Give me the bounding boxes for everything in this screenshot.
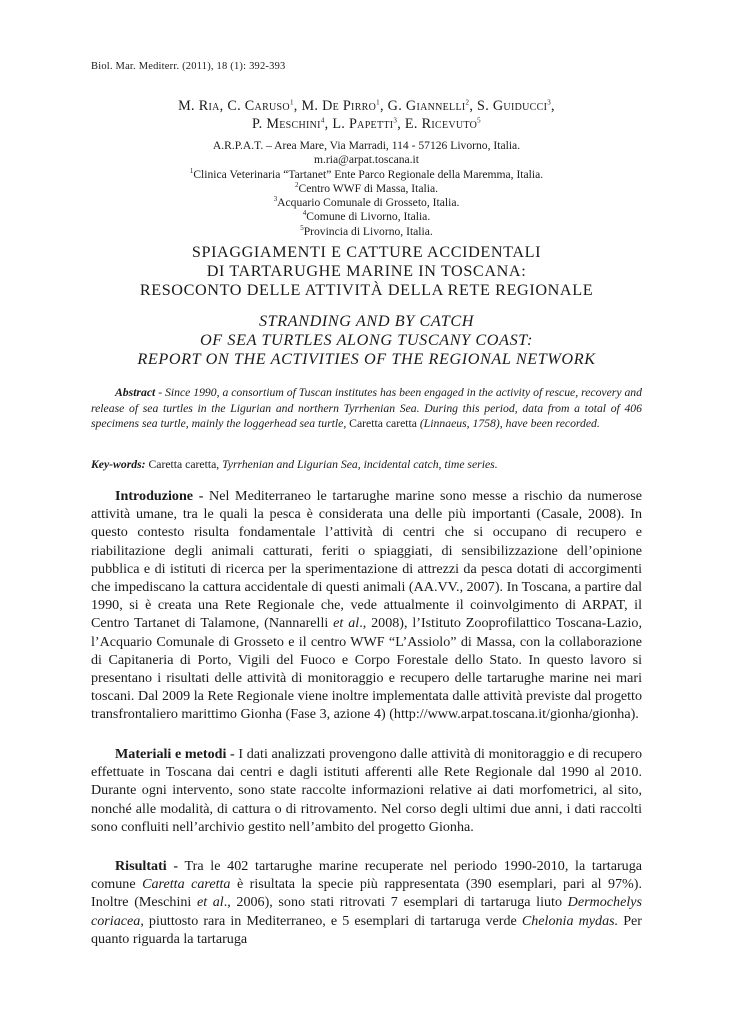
section-heading: Risultati -	[115, 858, 179, 874]
section-heading: Materiali e metodi -	[115, 746, 235, 762]
abstract-text: - Since 1990, a consortium of Tuscan institutes has been engaged in the activity of rescue, recovery and release of sea turtles in the Ligurian and northern Tyrrhenian Sea. During this period, data from a total of 406 specimens sea turtle, mainly the loggerhead sea turtle,	[91, 386, 642, 430]
subtitle-line: OF SEA TURTLES ALONG TUSCANY COAST:	[200, 331, 533, 349]
citation-etal: et al	[196, 894, 224, 911]
paragraph-text: Tra le 402 tartarughe marine recuperate nel periodo 1990-2010, la tartaruga comune	[91, 858, 643, 893]
journal-citation: Biol. Mar. Mediterr. (2011), 18 (1): 392-393	[91, 61, 286, 72]
author-separator: ,	[551, 98, 555, 114]
author-name: , L. Papetti	[324, 116, 394, 132]
species-name: Caretta caretta	[142, 876, 231, 893]
affiliation-line	[60, 196, 673, 210]
section-heading: Introduzione -	[115, 488, 204, 504]
author-name: , G. Giannelli	[379, 98, 466, 114]
abstract-text: (Linnaeus, 1758), have been recorded.	[416, 417, 600, 430]
affiliation-text: Centro WWF di Massa, Italia.	[298, 181, 439, 195]
affiliation-text: Provincia di Livorno, Italia.	[303, 224, 433, 238]
paper-title	[40, 243, 693, 300]
affiliation-line	[60, 182, 673, 196]
subtitle-line: STRANDING AND BY CATCH	[258, 312, 475, 330]
keywords-label: Key-words:	[91, 458, 146, 471]
affiliation-mark: 3	[547, 98, 552, 107]
title-line: SPIAGGIAMENTI E CATTURE ACCIDENTALI	[191, 243, 542, 261]
affiliation-mark: 2	[465, 98, 470, 107]
paragraph-text: , piuttosto rara in Mediterraneo, e 5 esemplari di tartaruga verde	[140, 912, 522, 929]
author-name: , E. Ricevuto	[397, 116, 478, 132]
affiliation-mark: 5	[477, 116, 481, 125]
keywords-text: , Tyrrhenian and Ligurian Sea, incidental catch, time series.	[216, 458, 498, 471]
paragraph-text: I dati analizzati provengono dalle attività di monitoraggio e di recupero effettuate in Toscana dai centri e dagli istituti afferenti alle Rete Regionale dal 1990 al 2010. Durante ogni intervento, sono state raccolte informazioni relative ai dati morfometrici, al sito, nonché alle modalità, di cattura o di ritrovamento. Nel corso degli ultimi due anni, i dati raccolti sono confluiti nell’archivio gestito nell’ambito del progetto Gionha.	[91, 746, 642, 835]
affiliation-mark: 2	[294, 181, 299, 190]
author-list	[60, 97, 673, 133]
main-affiliation: A.R.P.A.T. – Area Mare, Via Marradi, 114 - 57126 Livorno, Italia.	[212, 139, 521, 152]
keywords	[91, 457, 642, 472]
author-name: , M. De Pirro	[293, 98, 377, 114]
abstract-label: Abstract	[115, 386, 156, 399]
affiliation-text: Acquario Comunale di Grosseto, Italia.	[277, 196, 460, 210]
species-name: Caretta caretta	[349, 417, 417, 430]
affiliation-line	[60, 168, 673, 182]
paragraph-text: ., 2006), sono stati ritrovati 7 esemplari di tartaruga liuto	[223, 894, 568, 911]
english-title	[40, 312, 693, 369]
affiliation-mark: 1	[189, 166, 194, 175]
author-line-2	[60, 115, 673, 133]
affiliation-mark: 3	[393, 116, 398, 125]
paragraph-text: Per quanto riguarda la tartaruga	[91, 912, 642, 947]
affiliation-line	[60, 210, 673, 224]
author-line-1	[60, 97, 673, 115]
affiliations	[60, 139, 673, 239]
title-line: RESOCONTO DELLE ATTIVITÀ DELLA RETE REGIONALE	[139, 281, 594, 299]
title-line: DI TARTARUGHE MARINE IN TOSCANA:	[206, 262, 527, 280]
affiliation-mark: 1	[289, 98, 294, 107]
species-name: Dermochelys coriacea	[91, 894, 642, 929]
section-introduzione	[91, 487, 642, 724]
paragraph-text: ., 2008), l’Istituto Zooprofilattico Toscana-Lazio, l’Acquario Comunale di Grosseto e il centro WWF “L’Assiolo” di Massa, con la collaborazione di Capitaneria di Porto, Vigili del Fuoco e Corpo Forestale dello Stato. In questo lavoro si presentano i risultati delle attività di monitoraggio e recupero delle tartarughe marine nei mari toscani. Dal 2009 la Rete Regionale viene inoltre implementata dalle attività previste dal progetto transfrontaliero marittimo Gionha (Fase 3, azione 4) (http://www.arpat.toscana.it/gionha/gionha).	[91, 615, 642, 723]
affiliation-text: Comune di Livorno, Italia.	[306, 210, 431, 224]
species-name: Caretta caretta	[145, 458, 217, 471]
author-name: M. Ria,	[178, 98, 228, 114]
species-name: Chelonia mydas.	[521, 912, 619, 929]
affiliation-mark: 4	[320, 116, 325, 125]
abstract	[91, 385, 642, 432]
contact-email: m.ria@arpat.toscana.it	[314, 153, 419, 167]
section-materiali-metodi	[91, 745, 642, 836]
citation-etal: et al	[333, 615, 360, 632]
affiliation-mark: 5	[300, 223, 304, 232]
affiliation-mark: 1	[376, 98, 380, 107]
author-name: C. Caruso	[227, 98, 290, 114]
subtitle-line: REPORT ON THE ACTIVITIES OF THE REGIONAL NETWORK	[137, 350, 596, 368]
paragraph-text: Nel Mediterraneo le tartarughe marine sono messe a rischio da numerose attività umane, tra le quali la pesca è considerata una delle più importanti (Casale, 2008). In questo contesto risulta fondamentale l’attività di centri che si occupano di recupero e riabilitazione degli animali catturati, feriti o spiaggiati, di sensibilizzazione dell’opinione pubblica e di istituti di ricerca per la sperimentazione di attrezzi da pesca dotati di accorgimenti che impediscano la cattura accidentale di questi animali (AA.VV., 2007). In Toscana, a partire dal 1990, si è creata una Rete Regionale che, vede attualmente il coinvolgimento di ARPAT, il Centro Tartanet di Talamone, (Nannarelli	[91, 488, 642, 632]
author-name: P. Meschini	[252, 116, 321, 132]
affiliation-mark: 4	[302, 209, 307, 218]
author-name: , S. Guiducci	[469, 98, 548, 114]
paragraph-text: è risultata la specie più rappresentata (390 esemplari, pari al 97%). Inoltre (Meschini	[91, 876, 642, 911]
affiliation-text: Clinica Veterinaria “Tartanet” Ente Parco Regionale della Maremma, Italia.	[193, 167, 544, 181]
section-risultati	[91, 857, 642, 948]
affiliation-mark: 3	[273, 195, 278, 204]
affiliation-line	[60, 225, 673, 239]
